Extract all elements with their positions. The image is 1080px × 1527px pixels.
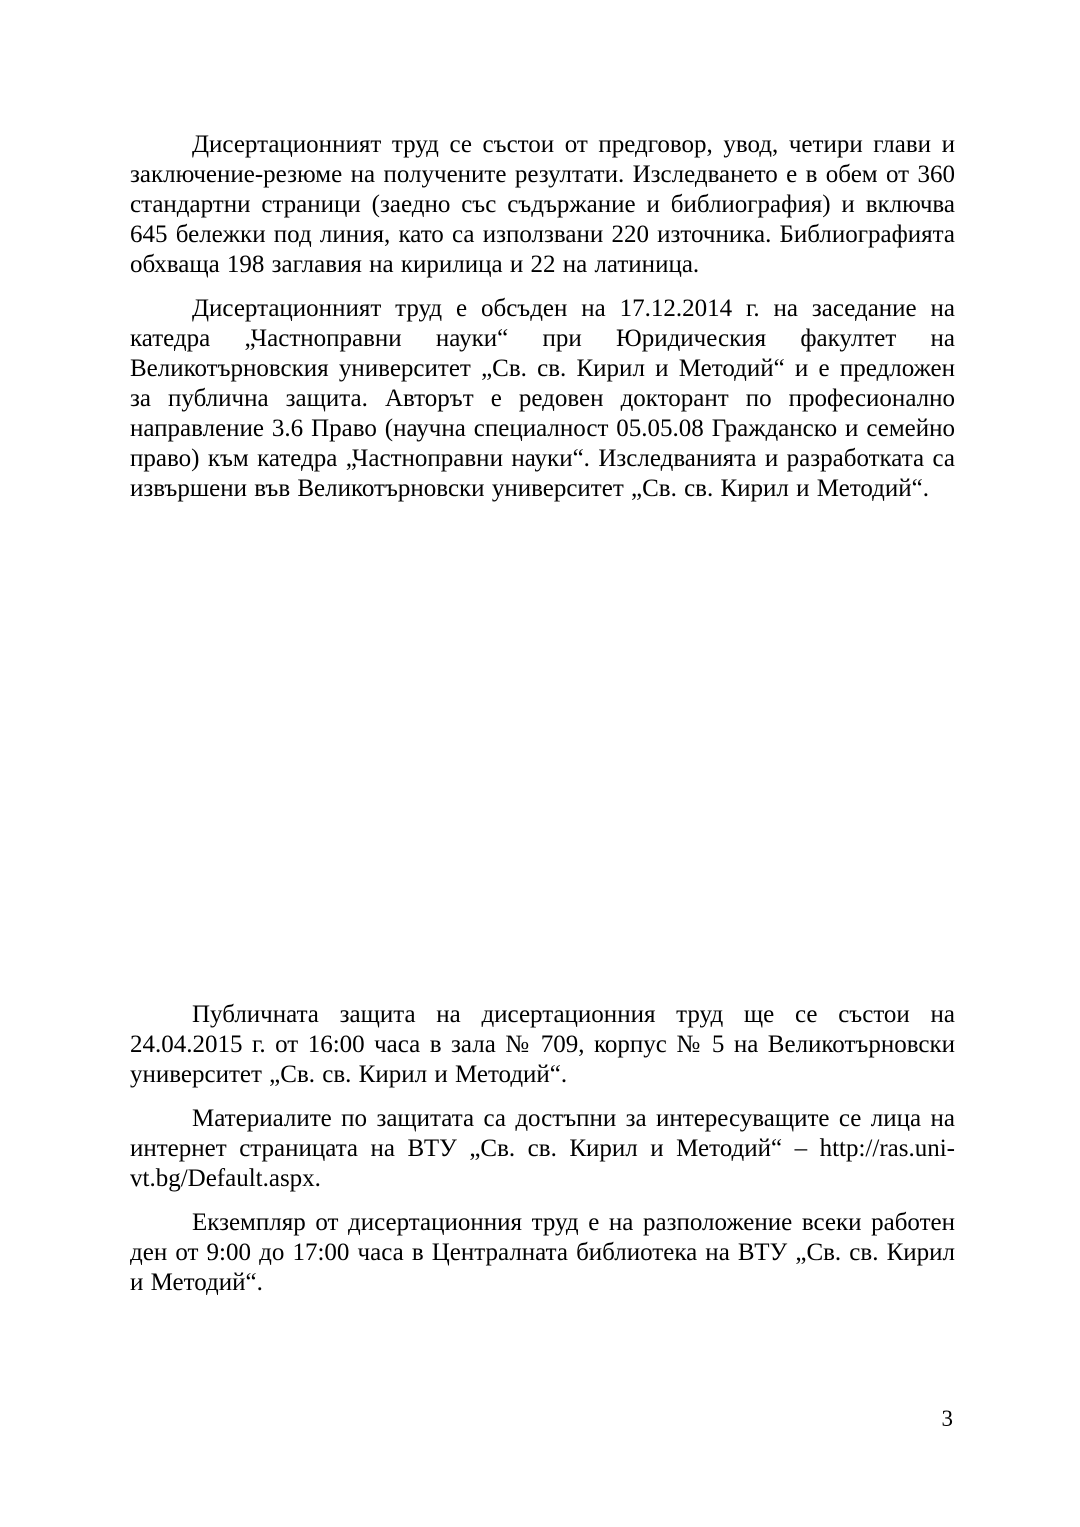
- paragraph-library-copy: Екземпляр от дисертационния труд е на разположение всеки работен ден от 9:00 до 17:00 часа в Централната библиотека на ВТУ „Св. св. Кирил и Методий“.: [130, 1209, 955, 1296]
- vertical-gap: [130, 518, 955, 1000]
- paragraph-dissertation-structure: Дисертационният труд се състои от предговор, увод, четири глави и заключение-резюме на получените резултати. Изследването е в обем от 360 стандартни страници (заедно със съдържание и библиография) и включва 645 бележки под линия, като са използвани 220 източника. Библиографията обхваща 198 заглавия на кирилица и 22 на латиница.: [130, 131, 955, 278]
- page-number: 3: [941, 1406, 953, 1431]
- paragraph-public-defense: Публичната защита на дисертационния труд ще се състои на 24.04.2015 г. от 16:00 часа в зала № 709, корпус № 5 на Великотърновски университет „Св. св. Кирил и Методий“.: [130, 1001, 955, 1088]
- paragraph-dissertation-discussion: Дисертационният труд е обсъден на 17.12.2014 г. на заседание на катедра „Частноправни науки“ при Юридическия факултет на Великотърновския университет „Св. св. Кирил и Методий“ и е предложен за публична защита. Авторът е редовен докторант по професионално направление 3.6 Право (научна специалност 05.05.08 Гражданско и семейно право) към катедра „Частноправни науки“. Изследванията и разработката са извършени във Великотърновски университет „Св. св. Кирил и Методий“.: [130, 295, 955, 502]
- text-block: [130, 130, 955, 1312]
- paragraph-materials-website: Материалите по защитата са достъпни за интересуващите се лица на интернет страницата на ВТУ „Св. св. Кирил и Методий“ – http://ras.uni-vt.bg/Default.aspx.: [130, 1105, 955, 1192]
